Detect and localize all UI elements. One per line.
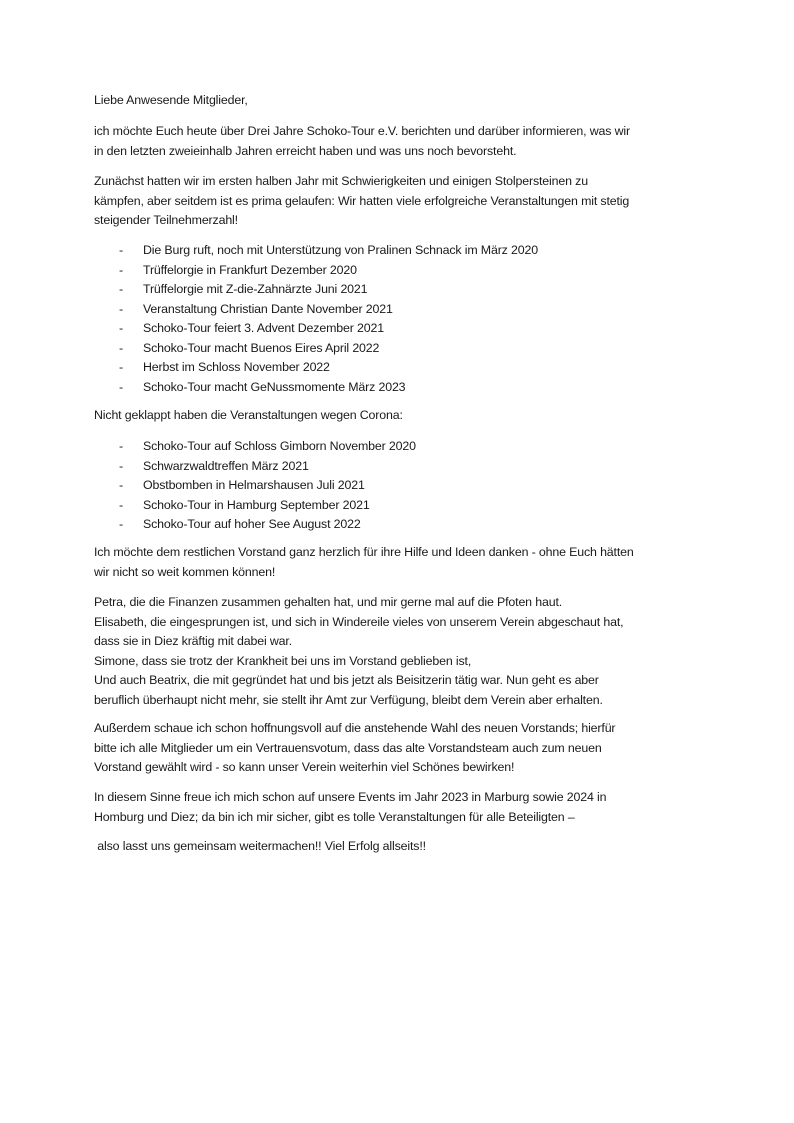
list-item: - Schwarzwaldtreffen März 2021 [119,458,309,473]
thanks-paragraph: Ich möchte dem restlichen Vorstand ganz herzlich für ihre Hilfe und Ideen danken - ohne Euch hätten wir nicht so weit kommen können! [94,545,634,579]
cancelled-list [94,437,734,535]
list-item: - Trüffelorgie in Frankfurt Dezember 2020 [119,262,357,277]
list-item: - Schoko-Tour macht Buenos Eires April 2022 [119,340,380,355]
list-item: - Schoko-Tour auf Schloss Gimborn November 2020 [119,439,416,453]
list-item: - Schoko-Tour auf hoher See August 2022 [119,517,361,531]
intro-paragraph: ich möchte Euch heute über Drei Jahre Schoko-Tour e.V. berichten und darüber informieren, was wir in den letzten zweieinhalb Jahren erreicht haben und was uns noch bevorsteht. [94,124,630,158]
list-item: - Schoko-Tour in Hamburg September 2021 [119,497,370,512]
start-paragraph: Zunächst hatten wir im ersten halben Jahr mit Schwierigkeiten und einigen Stolpersteinen zu kämpfen, aber seitdem ist es prima gelaufen: Wir hatten viele erfolgreiche Veranstaltungen mit stetig steigender Teilnehmerzahl! [94,174,630,227]
list-item: - Trüffelorgie mit Z-die-Zahnärzte Juni 2021 [119,282,368,296]
closing-line: also lasst uns gemeinsam weitermachen!! Viel Erfolg allseits!! [94,839,426,853]
list-item: - Die Burg ruft, noch mit Unterstützung von Pralinen Schnack im März 2020 [119,243,538,257]
election-paragraph: Außerdem schaue ich schon hoffnungsvoll auf die anstehende Wahl des neuen Vorstands; hierfür bitte ich alle Mitglieder um ein Vertrauensvotum, dass das alte Vorstandsteam auch zum neuen Vorstand gewählt wird - so kann unser Verein weiterhin viel Schönes bewirken! [94,721,616,774]
events-list [94,241,734,397]
outlook-paragraph: In diesem Sinne freue ich mich schon auf unsere Events im Jahr 2023 in Marburg sowie 2024 in Homburg und Diez; da bin ich mir sicher, gibt es tolle Veranstaltungen für alle Beteiligten – [94,790,607,824]
list-item: - Obstbomben in Helmarshausen Juli 2021 [119,478,365,492]
list-item: - Herbst im Schloss November 2022 [119,360,330,374]
board-paragraph: Petra, die die Finanzen zusammen gehalten hat, und mir gerne mal auf die Pfoten haut. Elisabeth, die eingesprungen ist, und sich in Windereile vieles von unserem Verein abgeschaut hat, dass sie in Diez kräftig mit dabei war. Simone, dass sie trotz der Krankheit bei uns im Vorstand geblieben ist, Und auch Beatrix, die mit gegründet hat und bis jetzt als Beisitzerin tätig war. Nun geht es aber beruflich überhaupt nicht mehr, sie stellt ihr Amt zur Verfügung, bleibt dem Verein aber erhalten. [94,595,624,707]
list-item: - Schoko-Tour macht GeNussmomente März 2023 [119,379,406,394]
list-item: - Veranstaltung Christian Dante November 2021 [119,301,393,316]
greeting: Liebe Anwesende Mitglieder, [94,93,248,107]
list-item: - Schoko-Tour feiert 3. Advent Dezember 2021 [119,321,384,335]
cancelled-intro: Nicht geklappt haben die Veranstaltungen wegen Corona: [94,408,403,422]
